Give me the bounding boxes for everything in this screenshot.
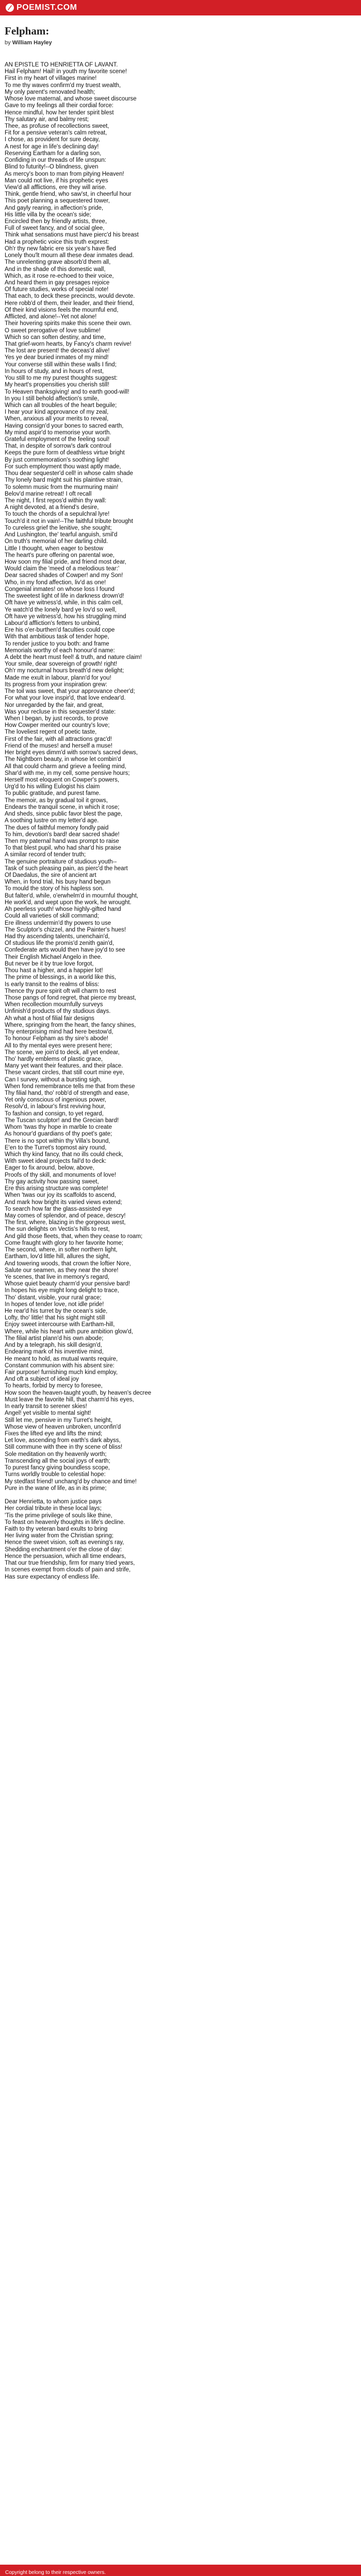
poem-line: Which thy kind fancy, that no ills could check, [5, 1151, 123, 1158]
poem-line: Would claim the 'meed of a melodious tear:' [5, 566, 120, 572]
poem-line: Turns worldly trouble to celestial hope: [5, 1471, 106, 1478]
poem-line: O sweet prerogative of love sublime! [5, 327, 101, 334]
poem-line: Was your recluse in this sequester'd state: [5, 708, 116, 715]
poem-line: The toil was sweet, that your approvance cheer'd; [5, 688, 135, 695]
poem-line: Ere this arising structure was complete! [5, 1185, 108, 1192]
poem-line: To solemn music from the murmuring main! [5, 484, 119, 490]
poem-line: Oh'r my nocturnal hours breath'd new delight; [5, 668, 124, 674]
poem-line: With that ambitious task of tender hope, [5, 634, 109, 640]
poem-line: View'd all afflictions, ere they will arise. [5, 184, 107, 191]
poem-line: But never be it by true love forgot, [5, 960, 94, 967]
poem-line: The first, where, blazing in the gorgeous west, [5, 1219, 126, 1226]
poem-line: For what your love inspir'd, that love endear'd. [5, 695, 126, 702]
poem-line: I chose, as provident for sure decay, [5, 137, 100, 143]
byline [5, 40, 52, 46]
poem-line: The heart's pure offering on parental woe, [5, 552, 114, 558]
poem-line: Still let me, pensive in my Turret's height, [5, 1417, 112, 1423]
poem-line: And mark how bright its varied views extend; [5, 1199, 122, 1206]
poem-line: Proofs of thy skill, and monuments of love! [5, 1172, 117, 1178]
poem-line: First of the fair, with all attractions grac'd! [5, 736, 112, 742]
poem-line: Friend of the muses! and herself a muse! [5, 742, 113, 749]
poem-line: Reserving Eartham for a darling son, [5, 150, 102, 157]
poem-line: Ere his o'er-burthen'd faculties could cope [5, 627, 115, 634]
poem-line: How soon the heaven-taught youth, by heaven's decree [5, 1389, 152, 1396]
poem-line: Here robb'd of them, their leader, and their friend, [5, 300, 134, 307]
poem-line: A night devoted, at a friend's desire, [5, 504, 99, 511]
poem-line: Thy lonely bard might suit his plaintive strain, [5, 477, 123, 484]
poem-line: To search how far the glass-assisted eye [5, 1206, 112, 1212]
poem-line: Whose quiet beauty charm'd your pensive bard! [5, 1281, 130, 1287]
poem-line: The prime of blessings, in a world like this, [5, 974, 117, 981]
poem-line: My heart's propensities you cherish still! [5, 382, 109, 388]
poem-line: My stedfast friend! unchang'd by chance and time! [5, 1478, 137, 1485]
poem-line: AN EPISTLE TO HENRIETTA OF LAVANT. [5, 62, 118, 68]
poem-line: Dear Henrietta, to whom justice pays [5, 1499, 102, 1505]
poem-line: In hours of study, and in hours of rest, [5, 368, 104, 375]
poem-line: As honour'd guardians of thy poet's gate; [5, 1131, 112, 1138]
poem-line: When recollection mournfully surveys [5, 1002, 103, 1008]
poem-line: Where, while his heart with pure ambition glow'd, [5, 1328, 133, 1335]
poem-line: Lonely thou'lt mourn all these dear inmates dead. [5, 252, 134, 259]
poem-line: To me thy waves confirm'd my truest wealth, [5, 82, 121, 89]
poem-line: Still commune with thee in thy scene of bliss! [5, 1444, 123, 1451]
poem-line: Which so can soften destiny, and time, [5, 334, 106, 341]
poem-line: Thy salutary air, and balmy rest; [5, 116, 89, 123]
site-name: POEMIST.COM [17, 3, 77, 12]
poem-line: That grief-worn hearts, by Fancy's charm revive! [5, 341, 132, 347]
site-footer [0, 2565, 361, 2576]
poem-line: To Heaven thanksgiving! and to earth good-will! [5, 388, 129, 395]
poem-line: When, in fond trial, his busy hand begun [5, 879, 111, 886]
poem-line: When, anxious all your merits to reveal, [5, 416, 109, 422]
poem-line: Ye scenes, that live in memory's regard, [5, 1274, 110, 1280]
poem-line: Had a prophetic voice this truth exprest: [5, 239, 109, 245]
poem-line: Lofty, tho' little! that his sight might still [5, 1315, 105, 1321]
poem-line: Hail Felpham! Hail! in youth my favorite scene! [5, 69, 127, 75]
poem-line: Which can all troubles of the heart beguile; [5, 402, 117, 409]
poem-line: His little villa by the ocean's side; [5, 211, 91, 218]
poem-line: That our true friendship, firm for many tried years, [5, 1560, 135, 1567]
poem-line: Fixes the lifted eye and lifts the mind; [5, 1430, 103, 1437]
poem-line: Labour'd affliction's fetters to unbind, [5, 620, 101, 626]
poem-line: Her living water from the Christian spring; [5, 1533, 113, 1539]
poem-line: Task of such pleasing pain, as pierc'd the heart [5, 865, 128, 872]
poem-line: Whose love maternal, and whose sweet discourse [5, 96, 137, 103]
poem-line: A nest for age in life's declining day! [5, 143, 99, 150]
poem-line: Made me exult in labour, plann'd for you! [5, 674, 111, 681]
poem-line: A debt the heart must feel! & truth, and nature claim! [5, 654, 142, 661]
poem-line: Those pangs of fond regret, that pierce my breast, [5, 994, 137, 1001]
poem-line: Ah peerless youth! whose highly-gifted hand [5, 906, 121, 913]
poem-line: Come fraught with glory to her favorite home; [5, 1240, 124, 1246]
poem-line: Who, in my fond affection, liv'd as one! [5, 579, 106, 586]
poem-line: Oft have ye witness'd, how his struggling mind [5, 613, 126, 620]
poem-line: Her cordial tribute in these local lays; [5, 1505, 102, 1512]
poem-line: To that blest pupil, who had shar'd his praise [5, 845, 121, 852]
poem-line: Let love, ascending from earth's dark abyss, [5, 1437, 121, 1444]
poem-line: To render justice to you both: and frame [5, 640, 109, 647]
poem-line: Their English Michael Angelo in thee. [5, 954, 103, 960]
poem-line: You still to me my purest thoughts suggest: [5, 375, 118, 382]
poem-line: Had thy ascending talents, unenchain'd, [5, 934, 110, 940]
copyright-text: Copyright belong to their respective owners. [5, 2569, 106, 2575]
poem-line: The Nightborn beauty, in whose let combin'd [5, 756, 121, 763]
poem-line: Tho' distant, visible, your rural grace; [5, 1294, 102, 1301]
poem-line: Resolv'd, in labour's first reviving hour, [5, 1104, 106, 1110]
poem-line: The loveliest regent of poetic taste, [5, 729, 97, 736]
poem-line: Must leave the favorite hill, that charm'd his eyes, [5, 1396, 134, 1403]
poem-line: I hear your kind approvance of my zeal, [5, 409, 109, 416]
poem-line: Ye watch'd the lonely bard ye lov'd so well, [5, 606, 117, 613]
poem-line: Where, springing from the heart, the fancy shines, [5, 1022, 136, 1028]
poem-line: Think what sensations must have pierc'd his breast [5, 232, 139, 239]
poem-line: Unfinish'd products of thy studious days. [5, 1008, 111, 1015]
poem-line: My mind aspir'd to memorise your worth. [5, 429, 111, 436]
poem-line: Salute our seamen, as they near the shore! [5, 1267, 119, 1274]
poem-line: By just commemoration's soothing light! [5, 456, 109, 463]
poem-line: And gild those fleets, that, when they cease to roam; [5, 1233, 143, 1240]
poem-line: Ah what a host of filial fair designs [5, 1015, 94, 1022]
by-label: by [5, 40, 11, 46]
poem-line: The filial artist plann'd his own abode; [5, 1335, 104, 1342]
poem-line: E'en to the Turret's topmost airy round, [5, 1144, 107, 1151]
poem-line: And sheds, since public favor blest the page, [5, 811, 123, 818]
poem-line: Many yet want their features, and their place. [5, 1063, 123, 1070]
poem-line: Of future studies, works of special note! [5, 286, 109, 293]
poem-line: To public gratitude, and purest fame. [5, 790, 101, 797]
poem-line: To honour Felpham as thy sire's abode! [5, 1036, 109, 1042]
poem-line: Faith to thy veteran bard exults to bring [5, 1526, 108, 1533]
poem-line: Confederate arts would then have joy'd to see [5, 947, 125, 954]
poem-line: To hearts, forbid by mercy to foresee, [5, 1383, 103, 1389]
poem-line: Hence mindful, how her tender spirit blest [5, 109, 114, 116]
poem-line: Fair purpose! furnishing much kind employ, [5, 1369, 118, 1376]
poem-line: Blind to futurity!--O blindness, given [5, 164, 99, 171]
poem-line: The sun delights on Vectis's hills to rest, [5, 1226, 110, 1233]
poem-line: Hence the sweet vision, soft as evening's ray, [5, 1539, 124, 1546]
poem-line: Dear sacred shades of Cowper! and my Son! [5, 572, 123, 579]
poem-line: And by a telegraph, his skill design'd, [5, 1342, 102, 1349]
poem-line: The night, I first repos'd within thy wall: [5, 498, 107, 504]
poem-line: Touch'd it not in vain!--The faithful tribute brought [5, 518, 133, 524]
poem-line: Congenial inmates! on whose loss I found [5, 586, 114, 592]
quill-icon [5, 3, 14, 12]
poem-line: The genuine portraiture of studious youth-- [5, 858, 117, 865]
poem-line: And heard them in gay presages rejoice [5, 280, 110, 286]
poem-line: A soothing lustre on my letter'd age. [5, 818, 99, 824]
poem-line: He work'd, and wept upon the work, he wrought. [5, 899, 132, 906]
poem-line: On truth's memorial of her darling child. [5, 538, 108, 545]
poem-line: And oft a subject of ideal joy [5, 1376, 79, 1383]
poem-line: Her bright eyes dimm'd with sorrow's sacred dews, [5, 750, 138, 756]
poem-line: Is early transit to the realms of bliss: [5, 981, 100, 988]
poem-line: In hopes his eye might long delight to trace, [5, 1287, 119, 1294]
poem-line: When 'twas our joy its scaffolds to ascend, [5, 1192, 117, 1199]
poem-line: In early transit to serener skies! [5, 1403, 87, 1410]
poem-header [5, 25, 52, 46]
poem-line: Enjoy sweet intercourse with Eartham-hill, [5, 1321, 115, 1328]
poem-line: With sweet ideal projects fail'd to deck: [5, 1158, 107, 1165]
poem-line: And towering woods, that crown the loftier Nore, [5, 1260, 131, 1267]
poem-line: In scenes exempt from clouds of pain and strife, [5, 1567, 131, 1573]
poem-line: Endearing mark of his inventive mind, [5, 1349, 104, 1355]
poem-line: Shar'd with me, in my cell, some pensive hours; [5, 770, 130, 776]
poem-line: These vacant circles, that still court mine eye, [5, 1070, 125, 1076]
poem-line: To fashion and consign, to yet regard, [5, 1110, 104, 1117]
poem-line: He rear'd his turret by the ocean's side, [5, 1308, 108, 1315]
poem-line: Endears the tranquil scene, in which it rose; [5, 804, 120, 810]
poem-line: Whose view of heaven unbroken, unconfin'd [5, 1423, 121, 1430]
poem-line: Its progress from your inspiration grew: [5, 681, 107, 688]
poem-line: All that could charm and grieve a feeling mind, [5, 763, 126, 770]
poem-line: Thou dear sequester'd cell! in whose calm shade [5, 470, 133, 477]
poem-line: Thy filial hand, tho' robb'd of strength and ease, [5, 1090, 129, 1097]
poem-line: The scene, we join'd to deck, all yet endear, [5, 1049, 120, 1056]
poem-line: How Cowper merited our country's love; [5, 722, 110, 729]
page-title: Felpham: [5, 25, 50, 37]
poem-line: Thou hast a higher, and a happier lot! [5, 968, 103, 974]
poem-line [5, 1492, 345, 1499]
poem-line: This poet planning a sequestered tower, [5, 198, 110, 205]
poem-line: Yet only conscious of ingenious power, [5, 1097, 107, 1104]
poem-line: Fit for a pensive veteran's calm retreat, [5, 130, 107, 137]
poem-line: Thy gay activity how passing sweet, [5, 1178, 99, 1185]
poem-line: But falter'd, while, o'erwhelm'd in mournful thought, [5, 892, 139, 899]
poem-line: To touch the chords of a sepulchral lyre! [5, 511, 110, 518]
poem-line: Could all varieties of skill command; [5, 913, 99, 920]
poem-line: First in my heart of villages marine! [5, 75, 97, 82]
poem-line: Nor unregarded by the fair, and great, [5, 702, 104, 708]
poem-line: As mercy's boon to man from pitying Heaven! [5, 171, 124, 177]
poem-line: Of Daedalus, the sire of ancient art [5, 872, 96, 879]
poem-line: The second, where, in softer northern light, [5, 1247, 118, 1253]
site-logo[interactable] [5, 3, 77, 12]
poem-line: That, in despite of sorrow's dark controul [5, 443, 111, 450]
poem-line: Oh'r thy new fabric ere six year's have fled [5, 245, 116, 252]
poem-line: Their hovering spirits make this scene their own. [5, 320, 132, 327]
poem-line: He meant to hold, as mutual wants require, [5, 1355, 118, 1362]
poem-line: And in the shade of this domestic wall, [5, 266, 106, 273]
poem-line: Of their kind visions feels the mournful end, [5, 307, 119, 313]
poem-line: Encircled then by friendly artists, three, [5, 218, 107, 225]
poem-line: Then my paternal hand was prompt to raise [5, 838, 119, 844]
poem-line: Ere illness undermin'd thy powers to use [5, 920, 111, 926]
poem-line: To cureless grief the lenitive, she sought; [5, 524, 112, 531]
poem-line: Man could not live, if his prophetic eyes [5, 177, 108, 184]
poem-line: The Tuscan sculptor! and the Grecian bard! [5, 1117, 119, 1124]
poem-line: Little I thought, when eager to bestow [5, 545, 104, 552]
poem-line: Grateful employment of the feeling soul! [5, 436, 110, 443]
poem-line: Transcending all the social joys of earth; [5, 1458, 110, 1464]
poem-line: Your smile, dear sovereign of growth! right! [5, 661, 118, 668]
poem-line: Whom 'twas thy hope in marble to create [5, 1124, 112, 1131]
poem-line: Angel! yet visible to mental sight! [5, 1410, 91, 1417]
poem-line: Afflicted, and alone!--Yet not alone! [5, 314, 97, 320]
poem-line: May comes of splendor, and of peace, descry! [5, 1212, 126, 1219]
poem-line: The sweetest light of life in darkness drown'd! [5, 593, 124, 600]
poem-line: Herself most eloquent on Cowper's powers, [5, 776, 120, 783]
poem-line: To mould the story of his hapless son. [5, 886, 104, 892]
poem-line: Tho' hardly emblems of plastic grace, [5, 1056, 103, 1062]
poem-line: In you I still behold affection's smile, [5, 395, 99, 402]
poem-body [5, 62, 345, 1581]
poem-line: To feast on heavenly thoughts in life's decline. [5, 1519, 125, 1526]
poem-line: Think, gentle friend, who saw'st, in cheerful hour [5, 191, 132, 198]
poem-line: Urg'd to his willing Eulogist his claim [5, 784, 100, 790]
poem-line: Yes ye dear buried inmates of my mind! [5, 354, 109, 361]
poem-line: Your converse still within these walls I find; [5, 361, 117, 368]
poem-line: Pure in the wane of life, as in its prime; [5, 1485, 107, 1492]
poem-line: Full of sweet fancy, and of social glee, [5, 225, 105, 232]
poem-line: The unrelenting grave absorb'd them all, [5, 259, 111, 266]
author-link[interactable]: William Hayley [12, 40, 52, 46]
poem-line: Of studious life the promis'd zenith gain'd, [5, 940, 114, 947]
poem-line: Memorials worthy of each honour'd name: [5, 647, 115, 654]
poem-line: For such employment thou wast aptly made, [5, 463, 121, 470]
poem-line: Thence thy pure spirit oft will charm to rest [5, 988, 117, 994]
site-header [0, 0, 361, 15]
poem-line: 'Tis the prime privilege of souls like thine, [5, 1512, 112, 1519]
poem-line: Has sure expectancy of endless life. [5, 1573, 100, 1580]
poem-line: My only parent's renovated health; [5, 89, 95, 95]
poem-line: Shedding enchantment o'er the close of day: [5, 1546, 122, 1553]
poem-line: There is no spot within thy Villa's bound, [5, 1138, 110, 1144]
poem-line: Hence the persuasion, which all time endears, [5, 1553, 126, 1560]
poem-line: A similar record of tender truth; [5, 852, 86, 858]
poem-line: Having consign'd your bones to sacred earth, [5, 422, 124, 429]
poem-line: Which, as it rose re-echoed to their voice, [5, 273, 114, 279]
poem-line: Confiding in our threads of life unspun: [5, 157, 106, 164]
poem-line: Can I survey, without a bursting sigh, [5, 1076, 102, 1083]
poem-line: When I began, by just records, to prove [5, 716, 108, 722]
poem-line: And gayly rearing, in affection's pride, [5, 205, 104, 211]
poem-line: Constant communion with his absent sire: [5, 1362, 114, 1369]
poem-line: Keeps the pure form of deathless virtue bright [5, 450, 125, 456]
poem-line: Gave to my feelings all their cordial force: [5, 103, 113, 109]
poem-line: The memoir, as by gradual toil it grows, [5, 797, 108, 804]
poem-line: And Lushington, the' tearful anguish, smil'd [5, 532, 118, 538]
poem-line: Thy enterprising mind had here bestow'd, [5, 1029, 113, 1036]
poem-line: That each, to deck these precincts, would devote. [5, 293, 135, 300]
poem-line: Oft have ye witness'd, while, in this calm cell, [5, 600, 123, 606]
poem-line: Eartham, lov'd little hill, allures the sight, [5, 1253, 110, 1260]
poem-line: Eager to fix around, below, above, [5, 1165, 94, 1172]
poem-line: To purest fancy giving boundless scope, [5, 1465, 110, 1471]
poem-line: The lost are present! the deceas'd alive! [5, 348, 110, 354]
poem-line: All to thy mental eyes were present here; [5, 1042, 112, 1049]
poem-line: When fond remembrance tells me that from these [5, 1083, 135, 1090]
poem-line: The dues of faithful memory fondly paid [5, 824, 109, 831]
poem-line: To him, devotion's bard! dear sacred shade! [5, 831, 120, 838]
poem-line: In hopes of tender love, not idle pride! [5, 1301, 104, 1308]
poem-line: How soon my filial pride, and friend most dear, [5, 558, 126, 565]
poem-line: Belov'd marine retreat! I oft recall [5, 490, 92, 497]
poem-line: Sole meditation on thy heavenly worth; [5, 1451, 107, 1458]
poem-line: Thee, as profuse of recollections sweet, [5, 123, 109, 129]
poem-line: The Sculptor's chizzel, and the Painter's hues! [5, 926, 126, 933]
